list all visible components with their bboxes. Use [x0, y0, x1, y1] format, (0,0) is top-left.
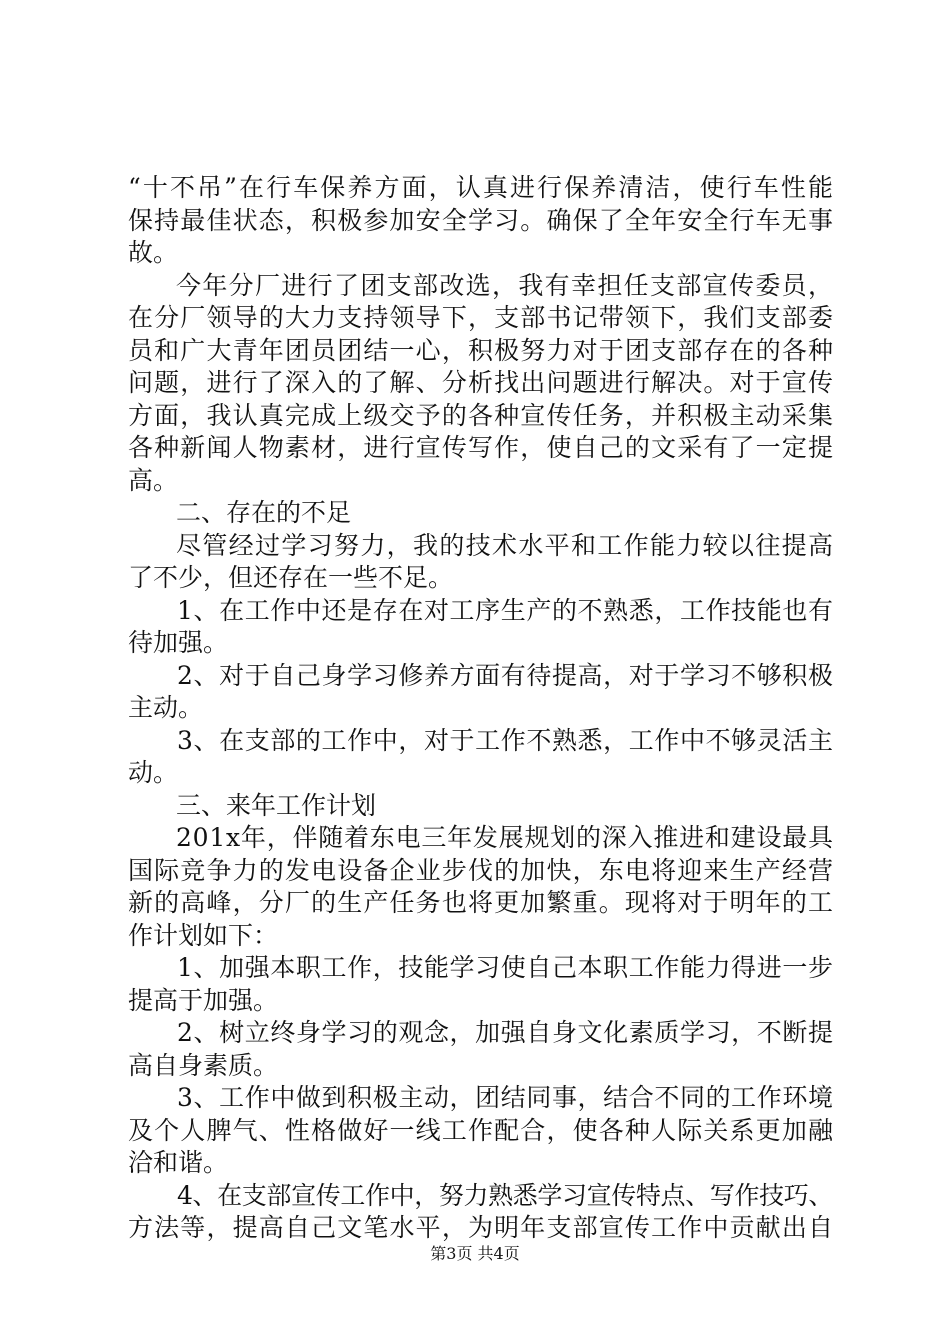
- text-line: 三、来年工作计划: [176, 790, 377, 820]
- text-line: 1、加强本职工作，技能学习使自己本职工作能力得进一步: [177, 953, 834, 982]
- text-line: 了不少，但还存在一些不足。: [128, 563, 454, 592]
- text-line: 尽管经过学习努力，我的技术水平和工作能力较以往提高: [176, 530, 835, 560]
- text-line: 作计划如下：: [128, 920, 279, 950]
- text-line: 高。: [128, 465, 179, 495]
- text-line: 动。: [128, 758, 179, 787]
- text-line: 2、对于自己身学习修养方面有待提高，对于学习不够积极: [177, 660, 834, 690]
- text-line: “十不吊”在行车保养方面，认真进行保养清洁，使行车性能: [128, 173, 836, 202]
- text-line: 国际竞争力的发电设备企业步伐的加快，东电将迎来生产经营: [128, 855, 835, 885]
- text-line: 问题，进行了深入的了解、分析找出问题进行解决。对于宣传: [128, 368, 835, 397]
- text-line: 提高于加强。: [128, 985, 279, 1015]
- text-line: 二、存在的不足: [176, 498, 352, 527]
- text-line: 在分厂领导的大力支持领导下，支部书记带领下，我们支部委: [128, 303, 835, 332]
- text-line: 主动。: [128, 693, 204, 722]
- document-body: [128, 172, 836, 1245]
- text-line: 方面，我认真完成上级交予的各种宣传任务，并积极主动采集: [128, 400, 835, 430]
- text-line: 故。: [128, 238, 179, 267]
- text-line: 3、工作中做到积极主动，团结同事，结合不同的工作环境: [177, 1083, 834, 1112]
- text-line: 洽和谐。: [128, 1148, 229, 1177]
- text-line: 高自身素质。: [128, 1050, 279, 1080]
- text-line: 1、在工作中还是存在对工序生产的不熟悉，工作技能也有: [177, 595, 834, 625]
- text-line: 201x年，伴随着东电三年发展规划的深入推进和建设最具: [176, 823, 834, 852]
- page-footer: [0, 1244, 950, 1264]
- text-line: 及个人脾气、性格做好一线工作配合，使各种人际关系更加融: [128, 1115, 835, 1145]
- text-line: 2、树立终身学习的观念，加强自身文化素质学习，不断提: [177, 1018, 834, 1047]
- text-line: 保持最佳状态，积极参加安全学习。确保了全年安全行车无事: [128, 205, 835, 235]
- text-line: 员和广大青年团员团结一心，积极努力对于团支部存在的各种: [128, 335, 835, 365]
- text-line: 各种新闻人物素材，进行宣传写作，使自己的文采有了一定提: [128, 433, 835, 462]
- text-line: 方法等，提高自己文笔水平，为明年支部宣传工作中贡献出自: [128, 1213, 835, 1242]
- page-number: 第3页 共4页: [430, 1244, 520, 1263]
- text-line: 待加强。: [128, 628, 229, 657]
- text-line: 新的高峰，分厂的生产任务也将更加繁重。现将对于明年的工: [128, 888, 835, 917]
- text-line: 4、在支部宣传工作中，努力熟悉学习宣传特点、写作技巧、: [177, 1180, 833, 1210]
- text-line: 今年分厂进行了团支部改选，我有幸担任支部宣传委员，: [176, 270, 835, 300]
- text-line: 3、在支部的工作中，对于工作不熟悉，工作中不够灵活主: [177, 725, 834, 755]
